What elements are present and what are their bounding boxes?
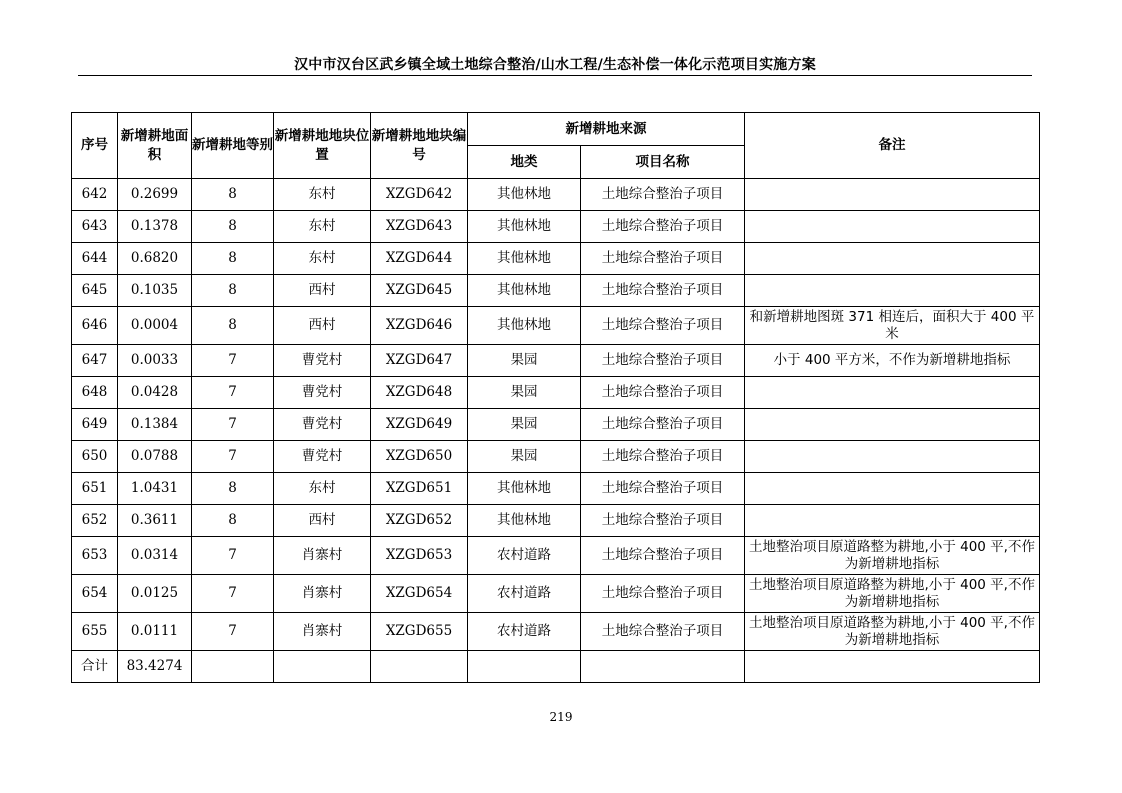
- cell-area: 0.0004: [118, 307, 192, 345]
- col-header-remark: 备注: [745, 113, 1040, 179]
- cell-seq: 644: [72, 243, 118, 275]
- cell-seq: 650: [72, 441, 118, 473]
- cell-remark: [745, 409, 1040, 441]
- cell-code: XZGD645: [371, 275, 468, 307]
- cell-code: XZGD652: [371, 505, 468, 537]
- cell-grade: 8: [192, 473, 274, 505]
- table-row: [72, 409, 1040, 441]
- cell-seq: 647: [72, 345, 118, 377]
- header-divider: [78, 75, 1032, 76]
- cell-location: 东村: [274, 243, 371, 275]
- farmland-table: [71, 112, 1040, 683]
- cell-remark: [745, 441, 1040, 473]
- table-row: [72, 613, 1040, 651]
- cell-remark: [745, 473, 1040, 505]
- cell-area: 0.1384: [118, 409, 192, 441]
- col-header-location: 新增耕地地块位置: [274, 113, 371, 179]
- cell-land-type: 农村道路: [468, 575, 581, 613]
- total-empty-cell: [371, 651, 468, 683]
- cell-seq: 643: [72, 211, 118, 243]
- table-row: [72, 243, 1040, 275]
- cell-area: 0.6820: [118, 243, 192, 275]
- cell-grade: 8: [192, 307, 274, 345]
- cell-location: 曹党村: [274, 409, 371, 441]
- cell-land-type: 其他林地: [468, 179, 581, 211]
- cell-location: 西村: [274, 307, 371, 345]
- cell-code: XZGD642: [371, 179, 468, 211]
- document-header-title: 汉中市汉台区武乡镇全域土地综合整治/山水工程/生态补偿一体化示范项目实施方案: [294, 57, 816, 73]
- col-header-project-name: 项目名称: [581, 146, 745, 179]
- cell-grade: 7: [192, 345, 274, 377]
- cell-project: 土地综合整治子项目: [581, 613, 745, 651]
- cell-remark: [745, 377, 1040, 409]
- col-header-land-type: 地类: [468, 146, 581, 179]
- cell-project: 土地综合整治子项目: [581, 537, 745, 575]
- table-body: [72, 179, 1040, 683]
- cell-land-type: 果园: [468, 377, 581, 409]
- total-area: 83.4274: [118, 651, 192, 683]
- cell-seq: 654: [72, 575, 118, 613]
- cell-remark: 土地整治项目原道路整为耕地,小于 400 平,不作为新增耕地指标: [745, 613, 1040, 651]
- cell-location: 曹党村: [274, 377, 371, 409]
- col-header-code: 新增耕地地块编号: [371, 113, 468, 179]
- col-header-area: 新增耕地面积: [118, 113, 192, 179]
- header-row-1: [72, 113, 1040, 146]
- cell-land-type: 果园: [468, 409, 581, 441]
- cell-land-type: 果园: [468, 441, 581, 473]
- table-row: [72, 307, 1040, 345]
- cell-location: 曹党村: [274, 345, 371, 377]
- cell-seq: 655: [72, 613, 118, 651]
- cell-code: XZGD644: [371, 243, 468, 275]
- cell-project: 土地综合整治子项目: [581, 409, 745, 441]
- table-row: [72, 473, 1040, 505]
- col-header-grade: 新增耕地等别: [192, 113, 274, 179]
- total-label: 合计: [72, 651, 118, 683]
- cell-land-type: 其他林地: [468, 473, 581, 505]
- table-row: [72, 575, 1040, 613]
- cell-area: 0.0428: [118, 377, 192, 409]
- cell-grade: 8: [192, 179, 274, 211]
- cell-seq: 642: [72, 179, 118, 211]
- cell-land-type: 其他林地: [468, 307, 581, 345]
- total-empty-cell: [468, 651, 581, 683]
- cell-remark: [745, 211, 1040, 243]
- cell-location: 肖寨村: [274, 575, 371, 613]
- cell-grade: 7: [192, 613, 274, 651]
- table-row: [72, 441, 1040, 473]
- cell-code: XZGD651: [371, 473, 468, 505]
- cell-location: 东村: [274, 473, 371, 505]
- cell-code: XZGD646: [371, 307, 468, 345]
- cell-land-type: 其他林地: [468, 211, 581, 243]
- cell-area: 0.0111: [118, 613, 192, 651]
- cell-remark: 土地整治项目原道路整为耕地,小于 400 平,不作为新增耕地指标: [745, 537, 1040, 575]
- cell-location: 曹党村: [274, 441, 371, 473]
- table-row: [72, 537, 1040, 575]
- col-header-seq: 序号: [72, 113, 118, 179]
- cell-land-type: 其他林地: [468, 505, 581, 537]
- cell-project: 土地综合整治子项目: [581, 441, 745, 473]
- cell-grade: 7: [192, 441, 274, 473]
- cell-area: 0.3611: [118, 505, 192, 537]
- total-row: [72, 651, 1040, 683]
- cell-seq: 653: [72, 537, 118, 575]
- cell-code: XZGD647: [371, 345, 468, 377]
- cell-seq: 649: [72, 409, 118, 441]
- cell-location: 西村: [274, 505, 371, 537]
- cell-area: 0.0125: [118, 575, 192, 613]
- cell-remark: 土地整治项目原道路整为耕地,小于 400 平,不作为新增耕地指标: [745, 575, 1040, 613]
- cell-code: XZGD648: [371, 377, 468, 409]
- page-number: 219: [549, 710, 573, 724]
- cell-grade: 8: [192, 275, 274, 307]
- cell-remark: [745, 243, 1040, 275]
- cell-land-type: 果园: [468, 345, 581, 377]
- cell-area: 0.1378: [118, 211, 192, 243]
- table-row: [72, 275, 1040, 307]
- cell-project: 土地综合整治子项目: [581, 243, 745, 275]
- cell-code: XZGD650: [371, 441, 468, 473]
- cell-area: 0.0314: [118, 537, 192, 575]
- cell-area: 0.0788: [118, 441, 192, 473]
- cell-code: XZGD655: [371, 613, 468, 651]
- total-empty-cell: [581, 651, 745, 683]
- cell-grade: 8: [192, 211, 274, 243]
- cell-remark: [745, 179, 1040, 211]
- cell-remark: [745, 505, 1040, 537]
- cell-location: 肖寨村: [274, 537, 371, 575]
- col-header-source-group: 新增耕地来源: [468, 113, 745, 146]
- cell-area: 0.2699: [118, 179, 192, 211]
- cell-code: XZGD649: [371, 409, 468, 441]
- cell-project: 土地综合整治子项目: [581, 275, 745, 307]
- cell-seq: 645: [72, 275, 118, 307]
- cell-location: 西村: [274, 275, 371, 307]
- cell-code: XZGD643: [371, 211, 468, 243]
- cell-project: 土地综合整治子项目: [581, 307, 745, 345]
- cell-location: 东村: [274, 179, 371, 211]
- cell-remark: 和新增耕地图斑 371 相连后，面积大于 400 平米: [745, 307, 1040, 345]
- cell-project: 土地综合整治子项目: [581, 377, 745, 409]
- cell-grade: 7: [192, 575, 274, 613]
- cell-area: 0.1035: [118, 275, 192, 307]
- cell-seq: 652: [72, 505, 118, 537]
- cell-grade: 7: [192, 409, 274, 441]
- total-empty-cell: [192, 651, 274, 683]
- total-empty-cell: [274, 651, 371, 683]
- cell-area: 1.0431: [118, 473, 192, 505]
- cell-seq: 651: [72, 473, 118, 505]
- cell-project: 土地综合整治子项目: [581, 473, 745, 505]
- cell-grade: 8: [192, 243, 274, 275]
- cell-grade: 8: [192, 505, 274, 537]
- table-row: [72, 345, 1040, 377]
- cell-land-type: 农村道路: [468, 537, 581, 575]
- cell-project: 土地综合整治子项目: [581, 211, 745, 243]
- table-row: [72, 505, 1040, 537]
- cell-area: 0.0033: [118, 345, 192, 377]
- cell-remark: [745, 275, 1040, 307]
- cell-project: 土地综合整治子项目: [581, 575, 745, 613]
- cell-location: 东村: [274, 211, 371, 243]
- cell-project: 土地综合整治子项目: [581, 505, 745, 537]
- table-row: [72, 179, 1040, 211]
- cell-land-type: 其他林地: [468, 275, 581, 307]
- table-row: [72, 377, 1040, 409]
- cell-project: 土地综合整治子项目: [581, 179, 745, 211]
- table-row: [72, 211, 1040, 243]
- cell-code: XZGD653: [371, 537, 468, 575]
- cell-grade: 7: [192, 377, 274, 409]
- cell-location: 肖寨村: [274, 613, 371, 651]
- cell-seq: 646: [72, 307, 118, 345]
- cell-code: XZGD654: [371, 575, 468, 613]
- total-empty-cell: [745, 651, 1040, 683]
- cell-grade: 7: [192, 537, 274, 575]
- cell-land-type: 其他林地: [468, 243, 581, 275]
- cell-remark: 小于 400 平方米，不作为新增耕地指标: [745, 345, 1040, 377]
- cell-seq: 648: [72, 377, 118, 409]
- cell-land-type: 农村道路: [468, 613, 581, 651]
- cell-project: 土地综合整治子项目: [581, 345, 745, 377]
